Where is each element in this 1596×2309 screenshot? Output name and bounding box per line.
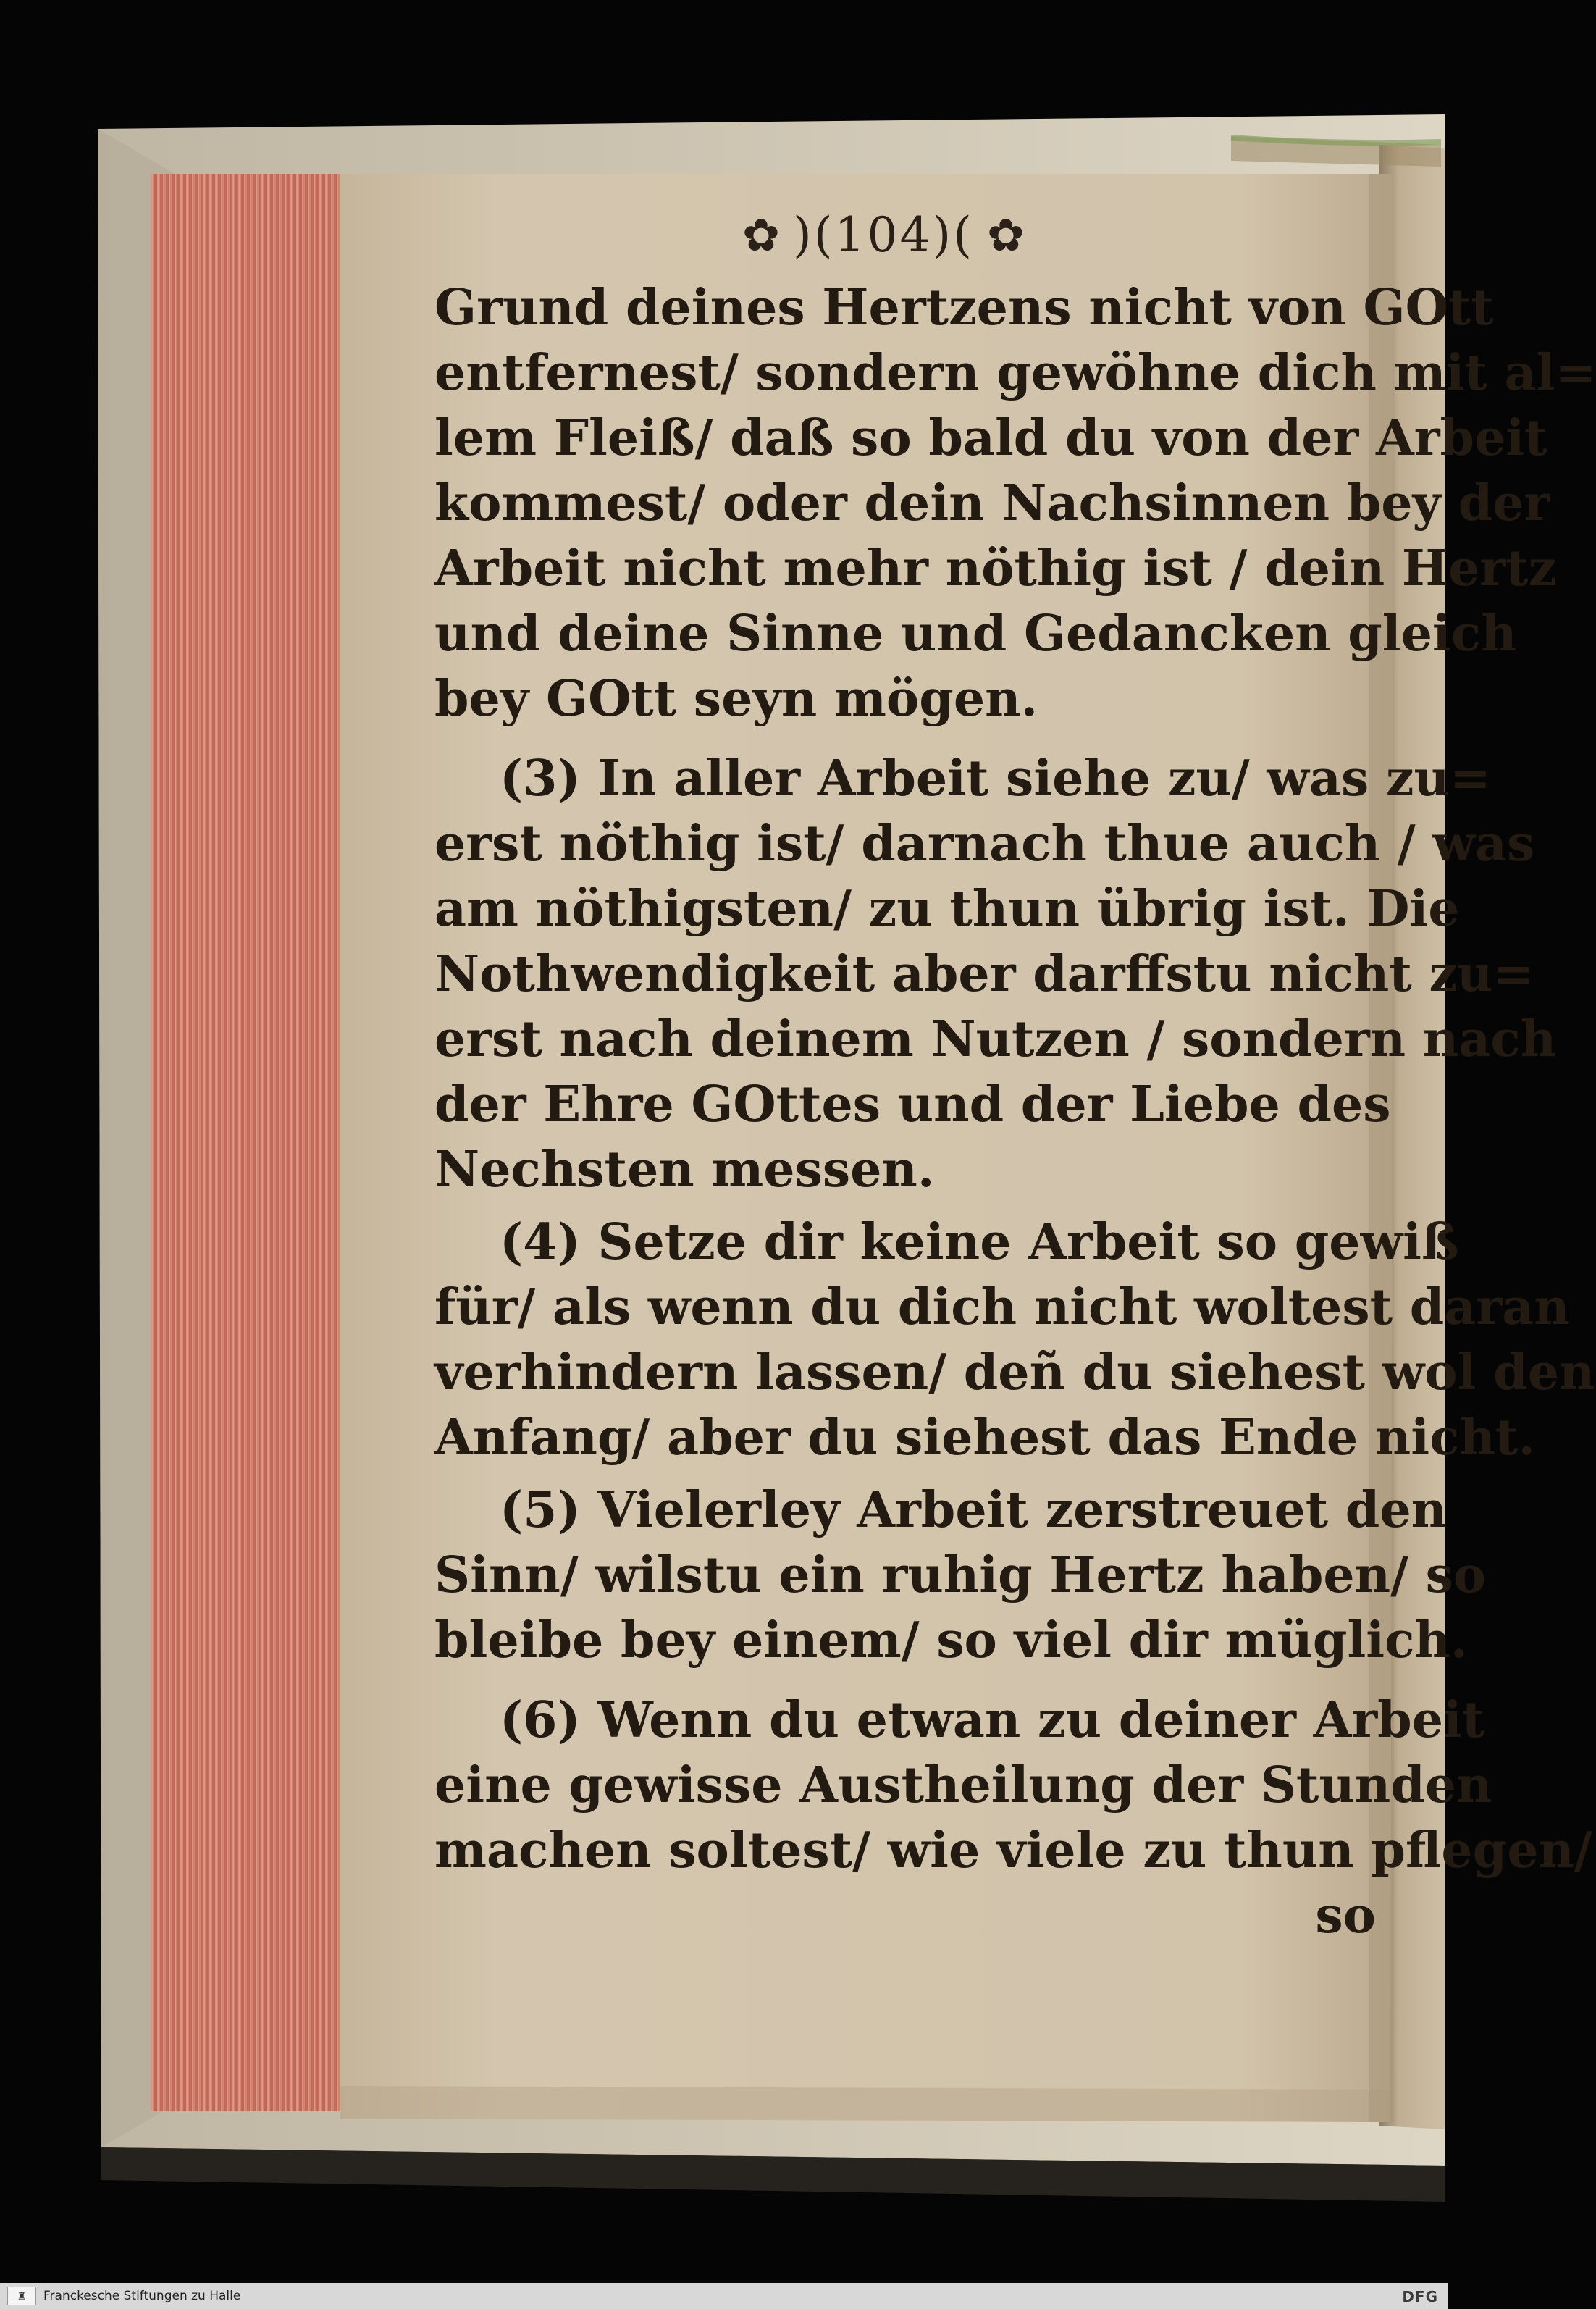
viewer-footer (0, 2283, 1448, 2309)
dfg-logo: DFG (1402, 2288, 1438, 2305)
text-line: Anfang/ aber du siehest das Ende nicht. (434, 1409, 1536, 1467)
text-line: machen soltest/ wie viele zu thun pflegen/ (434, 1822, 1592, 1880)
seal-icon: ♜ (7, 2287, 36, 2305)
text-line: Sinn/ wilstu ein ruhig Hertz haben/ so (434, 1546, 1487, 1604)
text-line: bey GOtt seyn mögen. (434, 670, 1038, 728)
paragraph-start-line: (4) Setze dir keine Arbeit so gewiß (500, 1213, 1459, 1271)
text-line: bleibe bey einem/ so viel dir müglich. (434, 1612, 1468, 1669)
text-line: der Ehre GOttes und der Liebe des (434, 1076, 1391, 1133)
page-number: )(104)( (793, 207, 974, 263)
text-line: erst nach deinem Nutzen / sondern nach (434, 1010, 1557, 1068)
text-line: Arbeit nicht mehr nöthig ist / dein Hertz (434, 540, 1557, 598)
text-line: lem Fleiß/ daß so bald du von der Arbeit (434, 409, 1547, 467)
running-header (724, 196, 1043, 275)
paragraph-start-line: (5) Vielerley Arbeit zerstreuet den (500, 1481, 1448, 1539)
text-line: am nöthigsten/ zu thun übrig ist. Die (434, 880, 1460, 938)
text-line: erst nöthig ist/ darnach thue auch / was (434, 815, 1535, 873)
institution-credit: Franckesche Stiftungen zu Halle (43, 2289, 241, 2303)
text-line: verhindern lassen/ deñ du siehest wol den (434, 1344, 1595, 1401)
text-line: entfernest/ sondern gewöhne dich mit al= (434, 344, 1596, 402)
catchword: so (1315, 1887, 1376, 1945)
text-line: Nechsten messen. (434, 1141, 935, 1199)
flower-ornament-icon: ✿ (742, 209, 780, 261)
text-line: Nothwendigkeit aber darffstu nicht zu= (434, 945, 1534, 1003)
text-line: und deine Sinne und Gedancken gleich (434, 605, 1517, 663)
paragraph-start-line: (3) In aller Arbeit siehe zu/ was zu= (500, 750, 1491, 808)
text-line: kommest/ oder dein Nachsinnen bey der (434, 474, 1550, 532)
text-line: Grund deines Hertzens nicht von GOtt (434, 279, 1494, 337)
flower-ornament-icon: ✿ (986, 209, 1025, 261)
text-line: eine gewisse Austheilung der Stunden (434, 1756, 1492, 1814)
text-line: für/ als wenn du dich nicht woltest daran (434, 1278, 1570, 1336)
paragraph-start-line: (6) Wenn du etwan zu deiner Arbeit (500, 1691, 1485, 1749)
